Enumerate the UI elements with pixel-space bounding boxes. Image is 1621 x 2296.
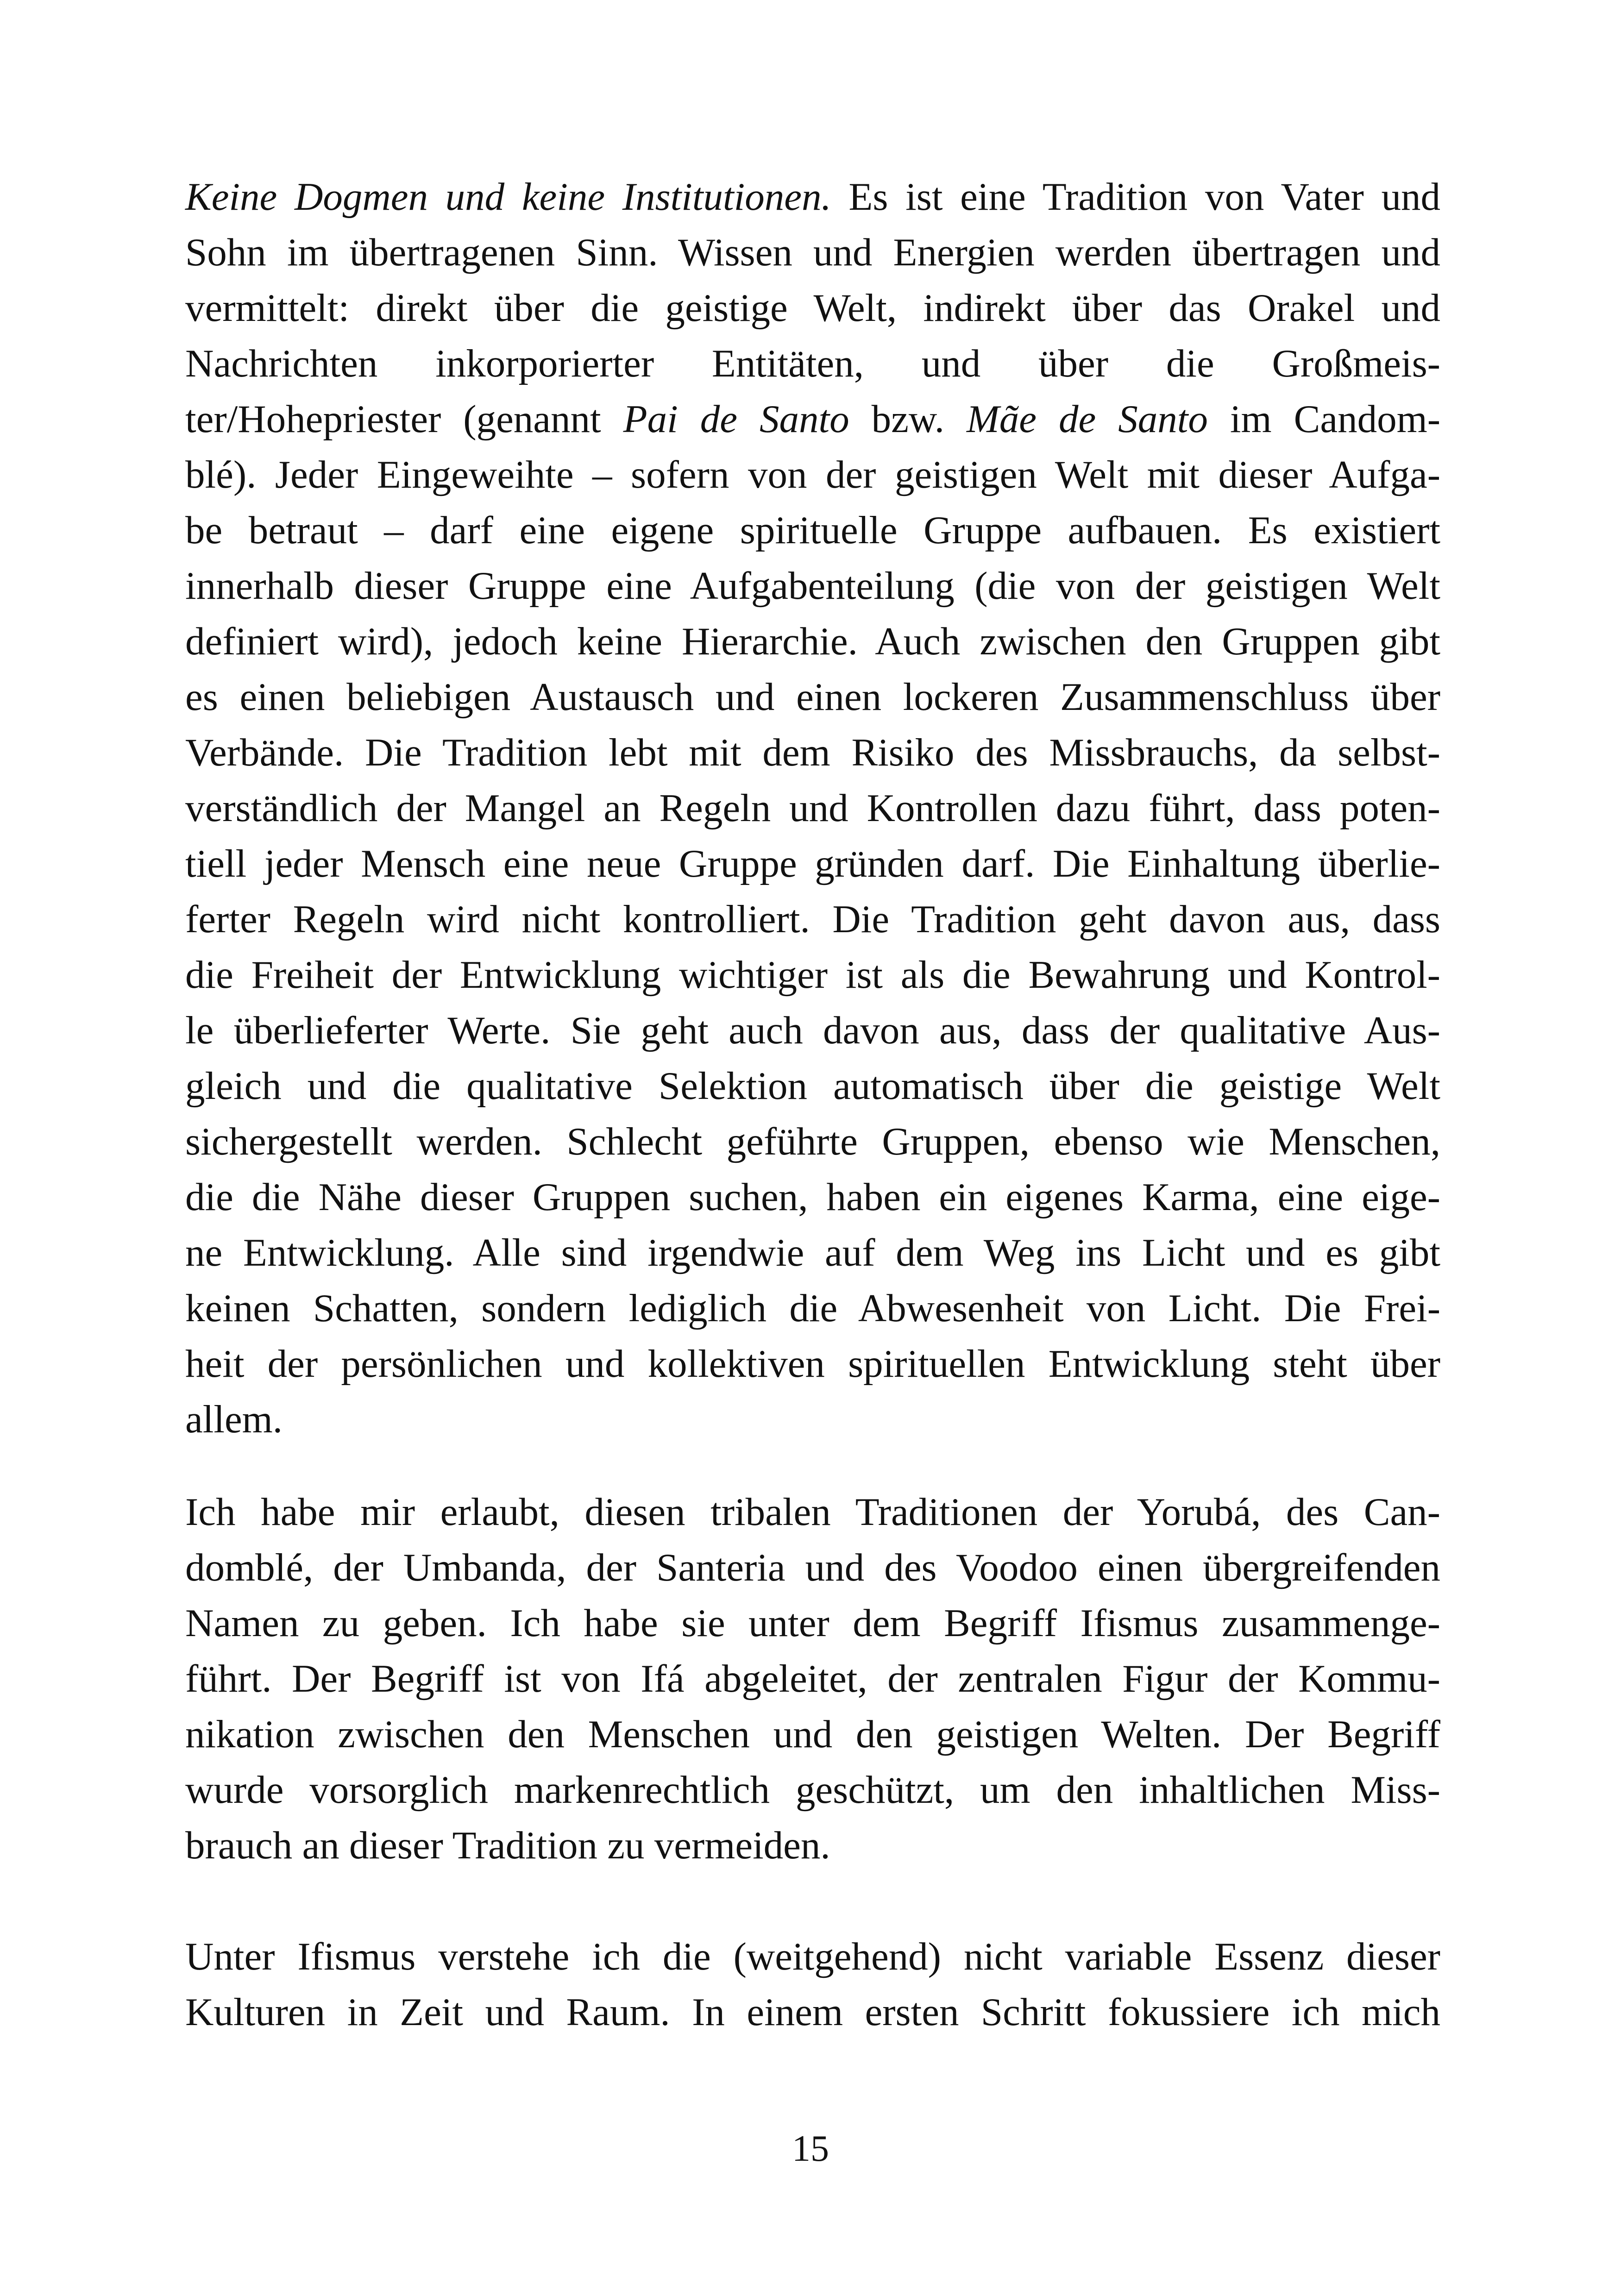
text-segment: definiert wird), jedoch keine Hierarchie. Auch zwischen den Gruppen gibt [185,620,1440,663]
text-segment: innerhalb dieser Gruppe eine Aufgabenteilung (die von der geistigen Welt [185,564,1440,608]
text-segment: ferter Regeln wird nicht kontrolliert. Die Tradition geht davon aus, dass [185,897,1440,941]
text-segment: Kulturen in Zeit und Raum. In einem ersten Schritt fokussiere ich mich [185,1990,1440,2034]
text-line [185,391,1440,447]
text-segment: im Candom- [1207,397,1440,441]
text-line [185,502,1440,558]
text-line [185,614,1440,669]
text-segment: Es ist eine Tradition von Vater und [831,175,1441,219]
text-line [185,947,1440,1003]
text-segment: sichergestellt werden. Schlecht geführte Gruppen, ebenso wie Menschen, [185,1120,1440,1163]
text-line [185,725,1440,780]
text-line [185,1818,1440,1873]
text-line [185,1003,1440,1058]
text-segment: Ich habe mir erlaubt, diesen tribalen Traditionen der Yorubá, des Can- [185,1490,1440,1534]
italic-text: Pai de Santo [623,397,849,441]
text-segment: allem. [185,1398,283,1441]
text-line [185,447,1440,502]
italic-text: Mãe de Santo [966,397,1208,441]
text-line [185,280,1440,336]
text-segment: bzw. [849,397,967,441]
text-segment: blé). Jeder Eingeweihte – sofern von der geistigen Welt mit dieser Aufga- [185,453,1440,496]
text-line [185,1392,1440,1447]
text-line [185,169,1440,225]
text-line [185,836,1440,891]
paragraph-3 [185,1929,1440,2040]
text-line [185,558,1440,614]
text-segment: gleich und die qualitative Selektion automatisch über die geistige Welt [185,1064,1440,1108]
text-line [185,1114,1440,1169]
italic-text: Keine Dogmen und keine Institutionen. [185,175,831,219]
text-segment: wurde vorsorglich markenrechtlich geschützt, um den inhaltlichen Miss- [185,1768,1440,1812]
text-segment: le überlieferter Werte. Sie geht auch davon aus, dass der qualitative Aus- [185,1009,1440,1052]
text-line [185,1225,1440,1280]
text-segment: be betraut – darf eine eigene spirituelle Gruppe aufbauen. Es existiert [185,508,1440,552]
text-segment: Nachrichten inkorporierter Entitäten, und über die Großmeis- [185,342,1440,385]
text-line [185,891,1440,947]
text-line [185,1540,1440,1595]
text-line [185,1762,1440,1818]
text-segment: Sohn im übertragenen Sinn. Wissen und Energien werden übertragen und [185,231,1440,274]
text-segment: ne Entwicklung. Alle sind irgendwie auf dem Weg ins Licht und es gibt [185,1231,1440,1274]
text-segment: führt. Der Begriff ist von Ifá abgeleitet, der zentralen Figur der Kommu- [185,1657,1440,1700]
text-segment: keinen Schatten, sondern lediglich die Abwesenheit von Licht. Die Frei- [185,1286,1440,1330]
page-number: 15 [792,2128,829,2169]
text-segment: Verbände. Die Tradition lebt mit dem Risiko des Missbrauchs, da selbst- [185,731,1440,774]
text-segment: domblé, der Umbanda, der Santeria und des Voodoo einen übergreifenden [185,1546,1440,1589]
text-line [185,1484,1440,1540]
text-line [185,1706,1440,1762]
text-segment: heit der persönlichen und kollektiven spirituellen Entwicklung steht über [185,1342,1440,1386]
text-line [185,1651,1440,1706]
text-line [185,1058,1440,1114]
paragraph-2 [185,1484,1440,1873]
text-line [185,669,1440,725]
text-line [185,780,1440,836]
text-segment: die die Nähe dieser Gruppen suchen, haben ein eigenes Karma, eine eige- [185,1175,1440,1219]
text-line [185,1929,1440,1984]
text-line [185,1984,1440,2040]
text-line [185,225,1440,280]
text-segment: es einen beliebigen Austausch und einen lockeren Zusammenschluss über [185,675,1440,719]
text-segment: die Freiheit der Entwicklung wichtiger ist als die Bewahrung und Kontrol- [185,953,1440,997]
text-segment: Namen zu geben. Ich habe sie unter dem Begriff Ifismus zusammenge- [185,1601,1440,1645]
text-line [185,1336,1440,1392]
text-segment: ter/Hohepriester (genannt [185,397,623,441]
text-segment: tiell jeder Mensch eine neue Gruppe gründen darf. Die Einhaltung überlie- [185,842,1440,885]
text-line [185,1169,1440,1225]
text-line [185,1595,1440,1651]
text-segment: Unter Ifismus verstehe ich die (weitgehend) nicht variable Essenz dieser [185,1935,1440,1978]
text-line [185,1280,1440,1336]
text-segment: brauch an dieser Tradition zu vermeiden. [185,1824,830,1867]
text-line [185,336,1440,391]
text-segment: nikation zwischen den Menschen und den geistigen Welten. Der Begriff [185,1713,1440,1756]
text-segment: verständlich der Mangel an Regeln und Kontrollen dazu führt, dass poten- [185,786,1440,830]
paragraph-1 [185,169,1440,1447]
text-segment: vermittelt: direkt über die geistige Welt, indirekt über das Orakel und [185,286,1440,330]
